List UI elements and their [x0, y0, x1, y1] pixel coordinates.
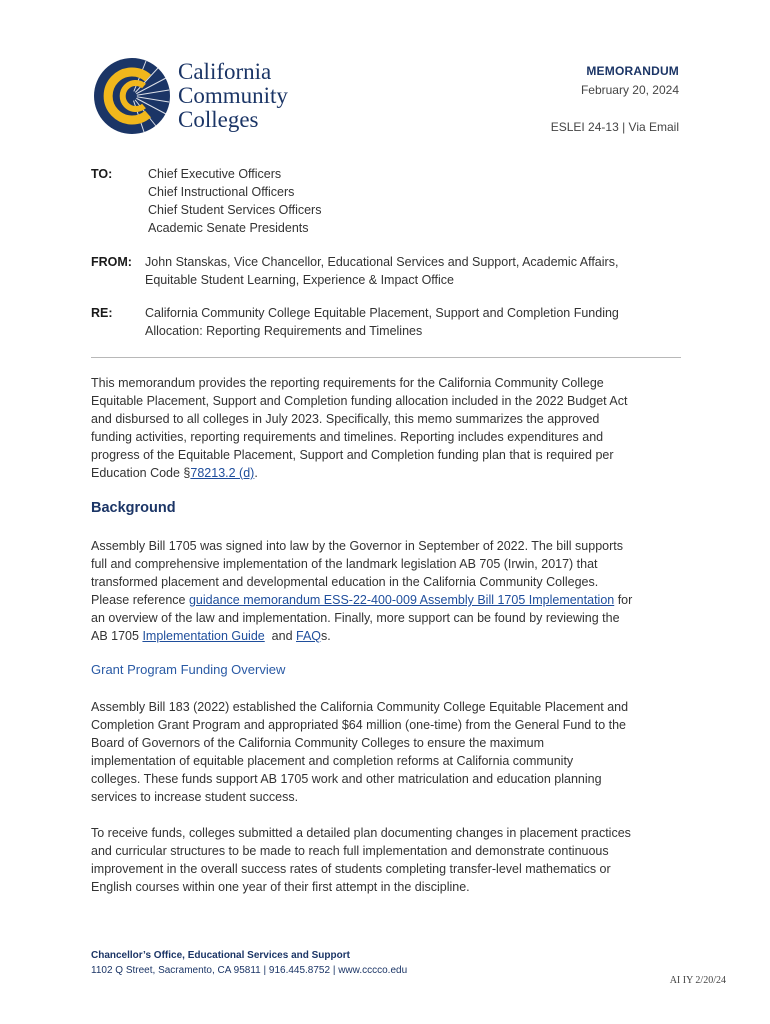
memo-reference: ESLEI 24-13 | Via Email: [550, 120, 679, 134]
grant-line: services to increase student success.: [91, 790, 299, 804]
intro-suffix: .: [254, 466, 258, 480]
intro-line: funding activities, reporting requirements and timelines. Reporting includes expenditures and: [91, 430, 604, 444]
to-block: [91, 165, 691, 239]
background-line6-mid: and: [264, 629, 297, 643]
background-line-6: [91, 627, 681, 645]
from-line: Equitable Student Learning, Experience & Impact Office: [145, 273, 454, 287]
from-line: John Stanskas, Vice Chancellor, Educational Services and Support, Academic Affairs,: [145, 255, 619, 269]
to-recipients: [148, 165, 321, 237]
to-line: Academic Senate Presidents: [148, 221, 309, 235]
background-line6-prefix: AB 1705: [91, 629, 143, 643]
grant-line: To receive funds, colleges submitted a detailed plan documenting changes in placement practices: [91, 826, 631, 840]
background-prefix: Please reference: [91, 593, 189, 607]
re-subject: [145, 304, 619, 340]
grant-line: improvement in the overall success rates of students completing transfer-level mathematics or: [91, 862, 611, 876]
background-heading: Background: [91, 500, 176, 516]
grant-line: Completion Grant Program and appropriated $64 million (one-time) from the General Fund to the: [91, 718, 626, 732]
guidance-memo-link[interactable]: guidance memorandum ESS-22-400-009 Assembly Bill 1705 Implementation: [188, 593, 615, 607]
memo-date: February 20, 2024: [580, 83, 679, 97]
ccc-seal-icon: [92, 56, 172, 136]
page-stamp: AI IY 2/20/24: [669, 975, 726, 986]
intro-paragraph: [91, 374, 681, 482]
grant-paragraph-1: [91, 698, 681, 806]
background-paragraph: [91, 537, 681, 645]
header-divider: [91, 357, 681, 358]
from-block: [91, 253, 691, 291]
intro-line: and disbursed to all colleges in July 2023. Specifically, this memo summarizes the approved: [91, 412, 600, 426]
re-line: California Community College Equitable Placement, Support and Completion Funding: [145, 306, 619, 320]
grant-heading: Grant Program Funding Overview: [91, 662, 286, 677]
to-line: Chief Instructional Officers: [148, 185, 295, 199]
grant-line: implementation of equitable placement and completion reforms at California community: [91, 754, 574, 768]
to-label: TO:: [91, 167, 113, 181]
background-line: an overview of the law and implementation. Finally, more support can be found by reviewing the: [91, 611, 620, 625]
logo-line-1: California: [178, 59, 272, 84]
background-line-4: [91, 591, 681, 609]
ccc-logo: [92, 56, 322, 138]
background-line: Assembly Bill 1705 was signed into law by the Governor in September of 2022. The bill supports: [91, 539, 624, 553]
logo-wordmark: [178, 60, 288, 132]
background-line: full and comprehensive implementation of the landmark legislation AB 705 (Irwin, 2017) that: [91, 557, 598, 571]
background-line6-suffix: s.: [321, 629, 331, 643]
re-line: Allocation: Reporting Requirements and Timelines: [145, 324, 423, 338]
grant-line: English courses within one year of their first attempt in the discipline.: [91, 880, 470, 894]
re-block: [91, 304, 691, 342]
grant-line: colleges. These funds support AB 1705 work and other matriculation and education planning: [91, 772, 602, 786]
intro-line: Equitable Placement, Support and Completion funding allocation included in the 2022 Budget Act: [91, 394, 628, 408]
footer-address: 1102 Q Street, Sacramento, CA 95811 | 916.445.8752 | www.cccco.edu: [91, 965, 408, 976]
background-suffix: for: [614, 593, 633, 607]
grant-line: and curricular structures to be made to reach full implementation and demonstrate continuous: [91, 844, 609, 858]
logo-line-3: Colleges: [178, 107, 259, 132]
intro-prefix: Education Code §: [91, 466, 191, 480]
from-label: FROM:: [91, 255, 132, 269]
faq-link[interactable]: FAQ: [296, 629, 322, 643]
grant-line: Assembly Bill 183 (2022) established the California Community College Equitable Placement and: [91, 700, 629, 714]
background-line: transformed placement and developmental education in the California Community Colleges.: [91, 575, 599, 589]
education-code-link[interactable]: 78213.2 (d): [190, 466, 255, 480]
footer-office: Chancellor’s Office, Educational Services and Support: [91, 950, 350, 961]
page-footer: [91, 948, 407, 978]
re-label: RE:: [91, 306, 113, 320]
to-line: Chief Executive Officers: [148, 167, 282, 181]
grant-line: Board of Governors of the California Community Colleges to ensure the maximum: [91, 736, 544, 750]
intro-line: This memorandum provides the reporting requirements for the California Community College: [91, 376, 604, 390]
memo-title: MEMORANDUM: [586, 64, 679, 78]
grant-paragraph-2: [91, 824, 681, 896]
logo-line-2: Community: [178, 83, 288, 108]
intro-line-last: [91, 464, 681, 482]
intro-line: progress of the Equitable Placement, Support and Completion funding plan that is required per: [91, 448, 614, 462]
from-sender: [145, 253, 618, 289]
to-line: Chief Student Services Officers: [148, 203, 322, 217]
implementation-guide-link[interactable]: Implementation Guide: [142, 629, 265, 643]
